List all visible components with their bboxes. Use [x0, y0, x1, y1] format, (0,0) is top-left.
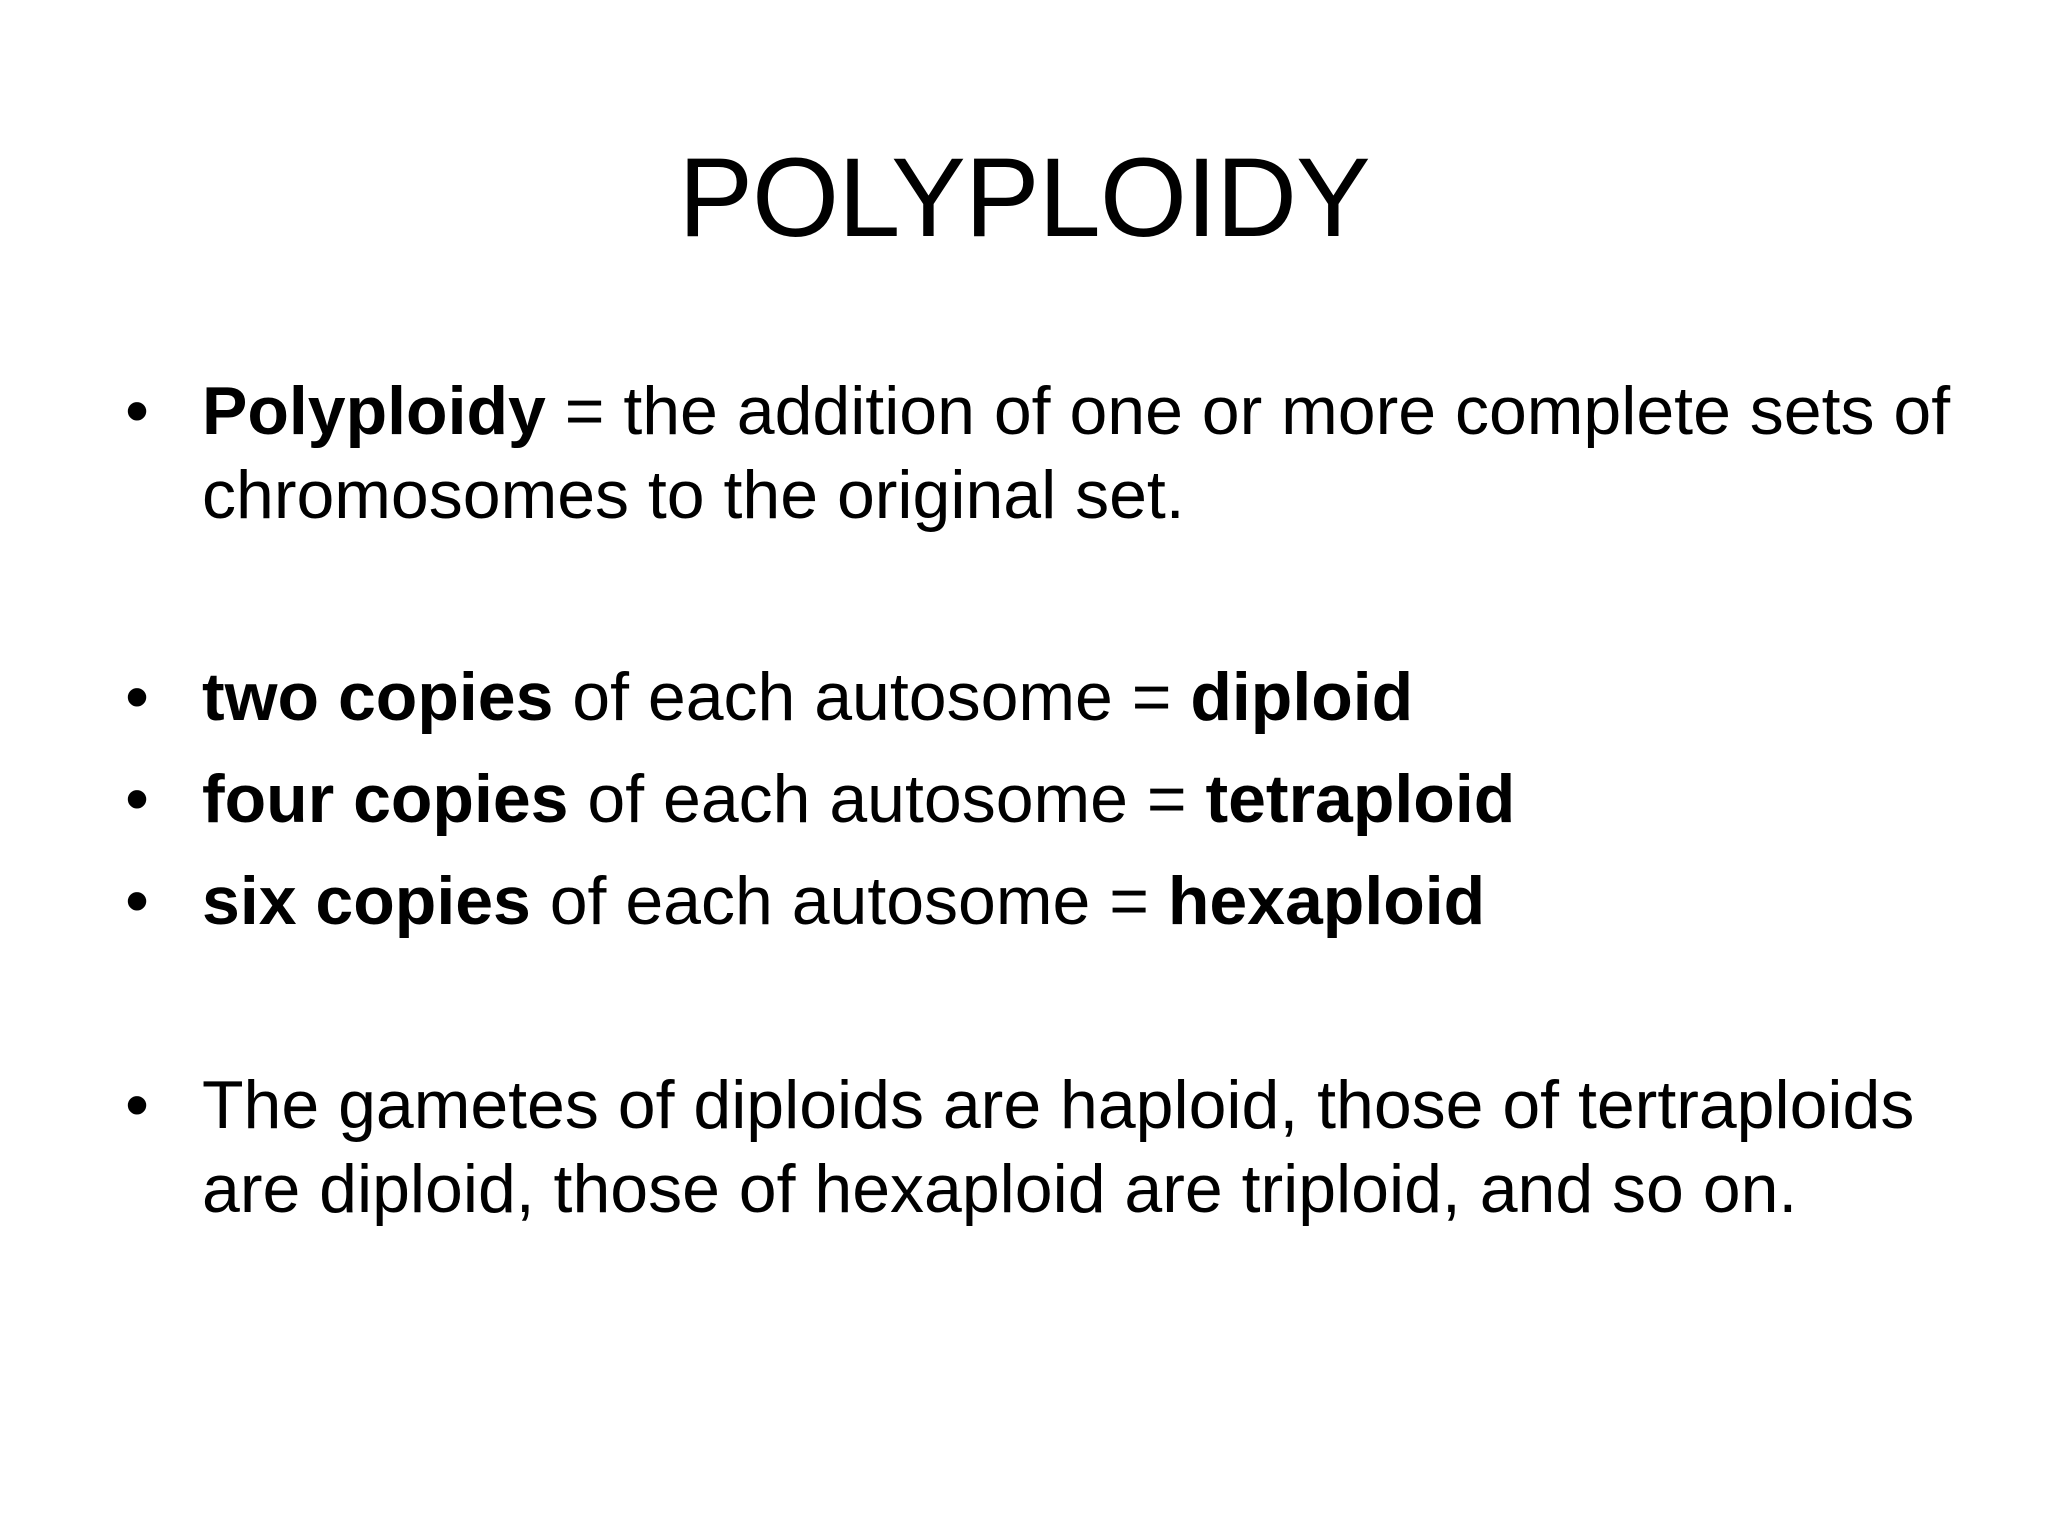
bullet-icon: •	[125, 761, 149, 837]
bullet-text: of each autosome =	[553, 659, 1191, 735]
bullet-icon: •	[125, 659, 149, 735]
bullet-text: of each autosome =	[530, 863, 1168, 939]
gametes-text: The gametes of diploids are haploid, those of tertraploids are diploid, those of hexaploid are triploid, and so on.	[202, 1067, 1915, 1227]
bullet-text: of each autosome =	[568, 761, 1206, 837]
copies-term: six copies	[202, 863, 531, 939]
bullet-item	[125, 757, 1962, 841]
bullet-item	[125, 1063, 1962, 1231]
copies-term: two copies	[202, 659, 554, 735]
term-polyploidy: Polyploidy	[202, 373, 546, 449]
ploidy-term: hexaploid	[1167, 863, 1486, 939]
ploidy-term: tetraploid	[1205, 761, 1516, 837]
bullet-icon: •	[125, 373, 149, 449]
slide-title: POLYPLOIDY	[678, 135, 1370, 260]
bullet-item	[125, 369, 1962, 537]
bullet-icon: •	[125, 1067, 149, 1143]
bullet-icon: •	[125, 863, 149, 939]
definition-text: = the addition of one or more complete sets of chromosomes to the original set.	[202, 373, 1951, 533]
bullet-item	[125, 655, 1962, 739]
copies-term: four copies	[202, 761, 569, 837]
bullet-item	[125, 859, 1962, 943]
ploidy-term: diploid	[1190, 659, 1414, 735]
